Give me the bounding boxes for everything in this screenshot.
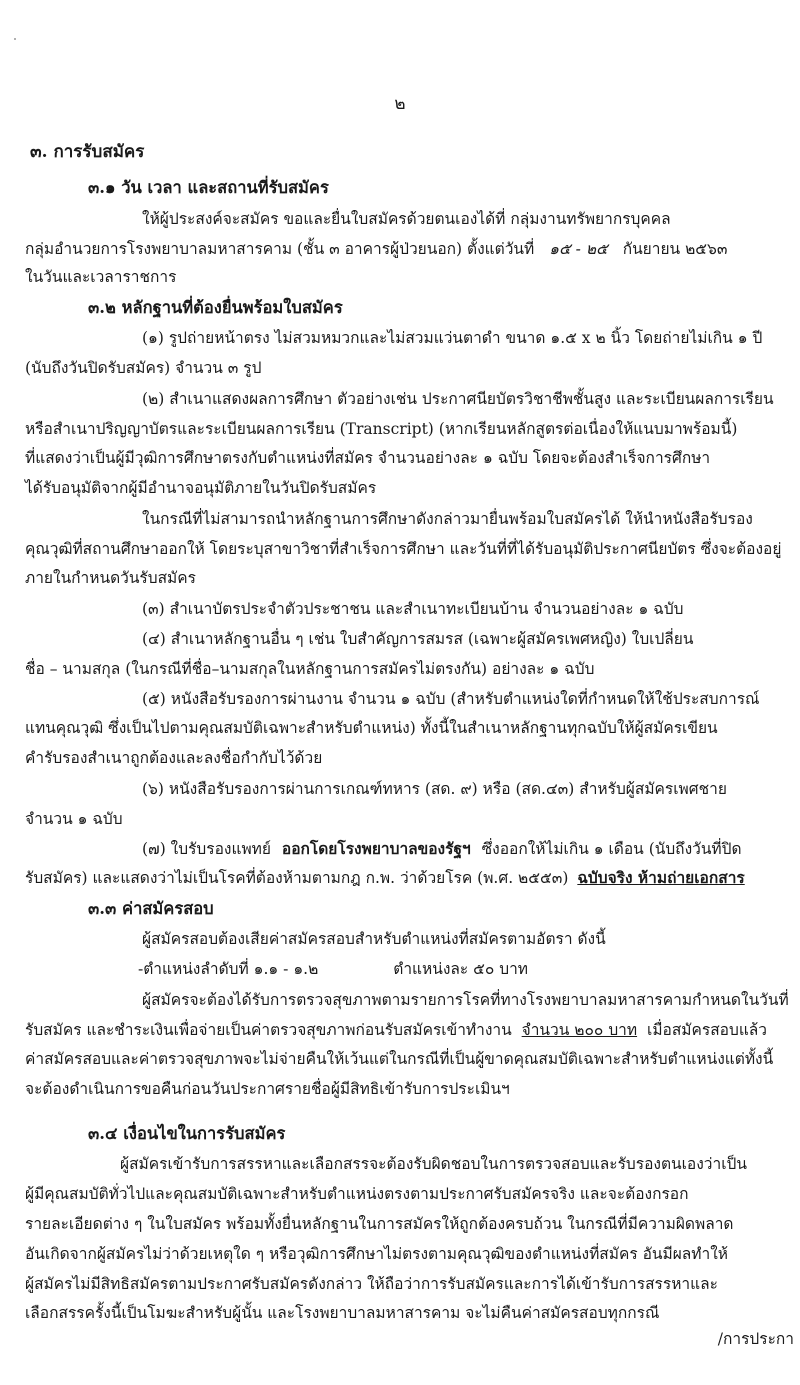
s32-item-5c: คำรับรองสำเนาถูกต้องและลงชื่อกำกับไว้ด้วย (25, 749, 323, 767)
s33-fee-amount: ตำแหน่งละ ๕๐ บาท (393, 960, 529, 978)
s33-line-1: ผู้สมัครสอบต้องเสียค่าสมัครสอบสำหรับตำแหน่งที่สมัครตามอัตรา ดังนี้ (142, 930, 606, 948)
s33-fee-row (138, 957, 528, 981)
s32-item-2c: ที่แสดงว่าเป็นผู้มีวุฒิการศึกษาตรงกับตำแหน่งที่สมัคร จำนวนอย่างละ ๑ ฉบับ โดยจะต้องสำเร็จการศึกษา (25, 449, 711, 467)
s32-item-6a: (๖) หนังสือรับรองการผ่านการเกณฑ์ทหาร (สด. ๙) หรือ (สด.๔๓) สำหรับผู้สมัครเพศชาย (142, 780, 727, 798)
s32-item-7a-rest: ซึ่งออกให้ไม่เกิน ๑ เดือน (นับถึงวันที่ปิด (481, 840, 742, 858)
s34-line-3: รายละเอียดต่าง ๆ ในใบสมัคร พร้อมทั้งยื่นหลักฐานในการสมัครให้ถูกต้องครบถ้วน ในกรณีที่มีความผิดพลาด (25, 1215, 734, 1233)
section-title: ๓. การรับสมัคร (30, 142, 145, 162)
subsection-3-4-title: ๓.๔ เงื่อนไขในการรับสมัคร (88, 1124, 286, 1143)
s32-item-5a: (๕) หนังสือรับรองการผ่านงาน จำนวน ๑ ฉบับ (สำหรับตำแหน่งใดที่กำหนดให้ใช้ประสบการณ์ (142, 690, 760, 708)
s33-para-2 (25, 1018, 767, 1042)
s32-item-2d: ได้รับอนุมัติจากผู้มีอำนาจอนุมัติภายในวันปิดรับสมัคร (25, 479, 377, 497)
s34-line-6: เลือกสรรครั้งนี้เป็นโมฆะสำหรับผู้นั้น และโรงพยาบาลมหาสารคาม จะไม่คืนค่าสมัครสอบทุกกรณี (25, 1304, 660, 1322)
scan-speck (14, 38, 16, 40)
s31-line-2 (25, 237, 727, 261)
subsection-3-3-title: ๓.๓ ค่าสมัครสอบ (88, 899, 214, 918)
s32-item-4a: (๔) สำเนาหลักฐานอื่น ๆ เช่น ใบสำคัญการสมรส (เฉพาะผู้สมัครเพศหญิง) ใบเปลี่ยน (142, 630, 694, 648)
s32-note-2: คุณวุฒิที่สถานศึกษาออกให้ โดยระบุสาขาวิชาที่สำเร็จการศึกษา และวันที่ที่ได้รับอนุมัติประกาศนียบัตร ซึ่งจะต้องอยู่ (25, 540, 782, 558)
s32-item-5b: แทนคุณวุฒิ ซึ่งเป็นไปตามคุณสมบัติเฉพาะสำหรับตำแหน่ง) ทั้งนี้ในสำเนาหลักฐานทุกฉบับให้ผู้สมัครเขียน (25, 719, 718, 737)
s33-health-fee: จำนวน ๒๐๐ บาท (521, 1021, 638, 1039)
s32-item-7a-emphasis: ออกโดยโรงพยาบาลของรัฐฯ (281, 839, 471, 858)
s34-line-2: ผู้มีคุณสมบัติทั่วไปและคุณสมบัติเฉพาะสำหรับตำแหน่งตรงตามประกาศรับสมัครจริง และจะต้องกรอก (25, 1185, 689, 1203)
s32-item-6b: จำนวน ๑ ฉบับ (25, 810, 123, 828)
s32-item-7b (25, 866, 745, 890)
s33-fee-position: -ตำแหน่งลำดับที่ ๑.๑ - ๑.๒ (138, 960, 319, 978)
s34-line-4: อันเกิดจากผู้สมัครไม่ว่าด้วยเหตุใด ๆ หรือวุฒิการศึกษาไม่ตรงตามคุณวุฒิของตำแหน่งที่สมัคร อันมีผลทำให้ (25, 1245, 729, 1263)
s33-para-1: ผู้สมัครจะต้องได้รับการตรวจสุขภาพตามรายการโรคที่ทางโรงพยาบาลมหาสารคามกำหนดในวันที่ (142, 991, 789, 1009)
s34-line-5: ผู้สมัครไม่มีสิทธิสมัครตามประกาศรับสมัครดังกล่าว ให้ถือว่าการรับสมัครและการได้เข้ารับการสรรหาและ (25, 1275, 718, 1293)
page-number: ๒ (394, 94, 406, 114)
s33-para-3: ค่าสมัครสอบและค่าตรวจสุขภาพจะไม่จ่ายคืนให้เว้นแต่ในกรณีที่เป็นผู้ขาดคุณสมบัติเฉพาะสำหรับตำแหน่งแต่ทั้งนี้ (25, 1050, 774, 1068)
s32-item-2b: หรือสำเนาปริญญาบัตรและระเบียนผลการเรียน (Transcript) (หากเรียนหลักสูตรต่อเนื่องให้แนบมาพร้อมนี้) (25, 420, 738, 438)
subsection-3-1-title: ๓.๑ วัน เวลา และสถานที่รับสมัคร (88, 178, 329, 197)
s32-item-2a: (๒) สำเนาแสดงผลการศึกษา ตัวอย่างเช่น ประกาศนียบัตรวิชาชีพชั้นสูง และระเบียนผลการเรียน (142, 390, 774, 408)
s32-note-3: ภายในกำหนดวันรับสมัคร (25, 569, 196, 587)
s31-dates-handwritten: ๑๕ - ๒๕ (549, 240, 608, 258)
s32-item-7a-label: (๗) ใบรับรองแพทย์ (142, 840, 271, 858)
s33-para-2-end: เมื่อสมัครสอบแล้ว (647, 1021, 768, 1039)
s32-item-3: (๓) สำเนาบัตรประจำตัวประชาชน และสำเนาทะเบียนบ้าน จำนวนอย่างละ ๑ ฉบับ (142, 600, 684, 618)
s31-line-2-text: กลุ่มอำนวยการโรงพยาบาลมหาสารคาม (ชั้น ๓ อาคารผู้ป่วยนอก) ตั้งแต่วันที่ (25, 240, 535, 258)
s33-para-4: จะต้องดำเนินการขอคืนก่อนวันประกาศรายชื่อผู้มีสิทธิเข้ารับการประเมินฯ (25, 1080, 510, 1098)
s31-line-1: ให้ผู้ประสงค์จะสมัคร ขอและยื่นใบสมัครด้วยตนเองได้ที่ กลุ่มงานทรัพยากรบุคคล (142, 210, 671, 228)
s32-item-7b-emphasis: ฉบับจริง ห้ามถ่ายเอกสาร (577, 868, 745, 887)
s32-item-4b: ชื่อ – นามสกุล (ในกรณีที่ชื่อ–นามสกุลในหลักฐานการสมัครไม่ตรงกัน) อย่างละ ๑ ฉบับ (25, 660, 595, 678)
subsection-3-2-title: ๓.๒ หลักฐานที่ต้องยื่นพร้อมใบสมัคร (88, 298, 343, 317)
continuation-marker: /การประกา (717, 1330, 794, 1348)
s31-line-3: ในวันและเวลาราชการ (25, 268, 177, 286)
s31-month-year: กันยายน ๒๕๖๓ (622, 240, 728, 258)
s33-para-2-text: รับสมัคร และชำระเงินเพื่อจ่ายเป็นค่าตรวจสุขภาพก่อนรับสมัครเข้าทำงาน (25, 1021, 512, 1039)
s32-item-1a: (๑) รูปถ่ายหน้าตรง ไม่สวมหมวกและไม่สวมแว่นตาดำ ขนาด ๑.๕ x ๒ นิ้ว โดยถ่ายไม่เกิน ๑ ปี (142, 329, 763, 347)
s32-item-7b-text: รับสมัคร) และแสดงว่าไม่เป็นโรคที่ต้องห้ามตามกฎ ก.พ. ว่าด้วยโรค (พ.ศ. ๒๕๕๓) (25, 869, 569, 887)
s34-line-1: ผู้สมัครเข้ารับการสรรหาและเลือกสรรจะต้องรับผิดชอบในการตรวจสอบและรับรองตนเองว่าเป็น (120, 1155, 747, 1173)
s32-note-1: ในกรณีที่ไม่สามารถนำหลักฐานการศึกษาดังกล่าวมายื่นพร้อมใบสมัครได้ ให้นำหนังสือรับรอง (142, 510, 753, 528)
s32-item-1b: (นับถึงวันปิดรับสมัคร) จำนวน ๓ รูป (25, 359, 262, 377)
s32-item-7a (142, 837, 742, 861)
